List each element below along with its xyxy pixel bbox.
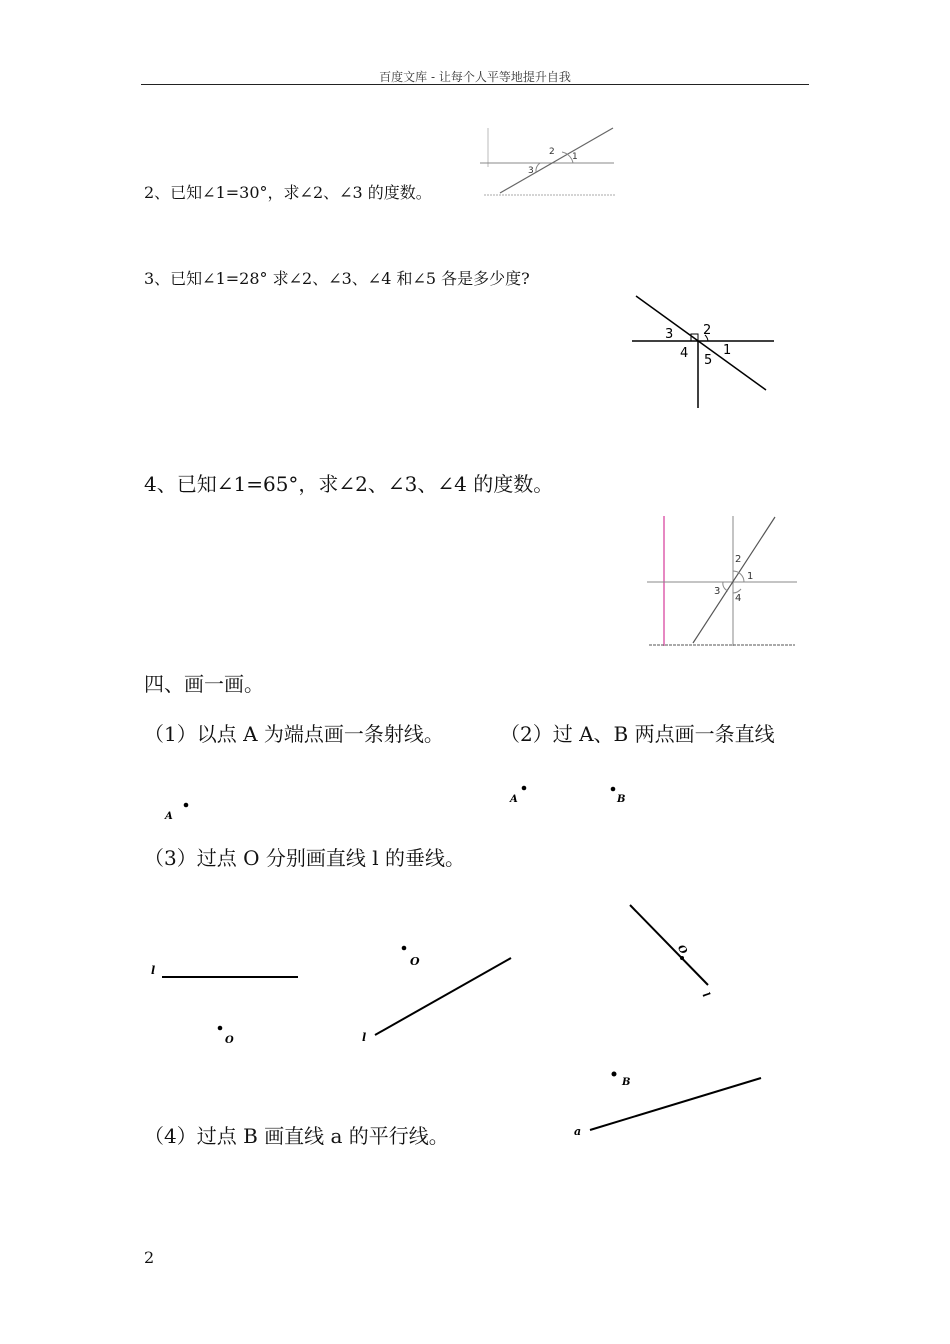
line-l [375, 958, 511, 1035]
q2-angle-label: 2 [549, 147, 555, 157]
q4-angle-label: 2 [735, 554, 742, 565]
line-l-label: l [699, 990, 712, 1000]
task-1-text: （1）以点 A 为端点画一条射线。 [144, 722, 444, 746]
line-l-label: l [362, 1031, 367, 1044]
point-a [522, 786, 527, 791]
task-2-figure [505, 780, 655, 810]
line-a-label: a [574, 1125, 582, 1138]
header-rule [141, 84, 809, 85]
q2-angle-label: 1 [572, 152, 578, 162]
question-4-text: 4、已知∠1=65°，求∠2、∠3、∠4 的度数。 [144, 472, 554, 496]
point-b [611, 787, 616, 792]
line-a [590, 1078, 761, 1130]
q4-angle-label: 4 [735, 593, 742, 604]
question-3-figure [628, 290, 778, 410]
q3-angle-label: 4 [680, 346, 689, 361]
task-3-figure-horizontal [145, 955, 315, 1050]
q2-angle-label: 3 [528, 166, 534, 176]
q3-angle-label: 5 [704, 353, 713, 368]
q4-angle-label: 1 [747, 571, 754, 582]
point-o-label: O [225, 1035, 234, 1046]
page-header: 百度文库 - 让每个人平等地提升自我 [379, 70, 571, 84]
point-o [680, 956, 684, 960]
question-4-figure [645, 512, 800, 652]
question-2-text: 2、已知∠1=30°，求∠2、∠3 的度数。 [144, 183, 432, 202]
task-3-figure-slanted [355, 935, 520, 1050]
question-3-text: 3、已知∠1=28° 求∠2、∠3、∠4 和∠5 各是多少度? [144, 269, 530, 288]
point-o-label: O [410, 955, 420, 968]
point-b [612, 1072, 617, 1077]
point-o [402, 946, 407, 951]
task-4-text: （4）过点 B 画直线 a 的平行线。 [144, 1124, 449, 1148]
point-b-label: B [617, 794, 626, 805]
task-1-figure [160, 798, 200, 828]
point-a-label: A [510, 794, 518, 805]
q4-angle-label: 3 [714, 586, 721, 597]
task-3-figure-diagonal [620, 895, 720, 1010]
point-a-label: A [165, 811, 173, 822]
task-3-text: （3）过点 O 分别画直线 l 的垂线。 [144, 846, 465, 870]
page-number: 2 [144, 1248, 155, 1267]
q3-angle-label: 2 [703, 323, 712, 338]
point-a [184, 803, 189, 808]
line-l [630, 905, 708, 985]
q3-angle-label: 1 [723, 343, 732, 358]
point-o [218, 1026, 223, 1031]
question-2-figure [480, 125, 620, 200]
point-b-label: B [622, 1077, 631, 1088]
task-2-text: （2）过 A、B 两点画一条直线 [500, 722, 775, 746]
q3-angle-label: 3 [665, 327, 674, 342]
section-4-title: 四、画一画。 [144, 672, 264, 696]
task-4-figure [565, 1062, 770, 1142]
line-l-label: l [151, 964, 156, 977]
point-o-label: O [674, 943, 689, 957]
